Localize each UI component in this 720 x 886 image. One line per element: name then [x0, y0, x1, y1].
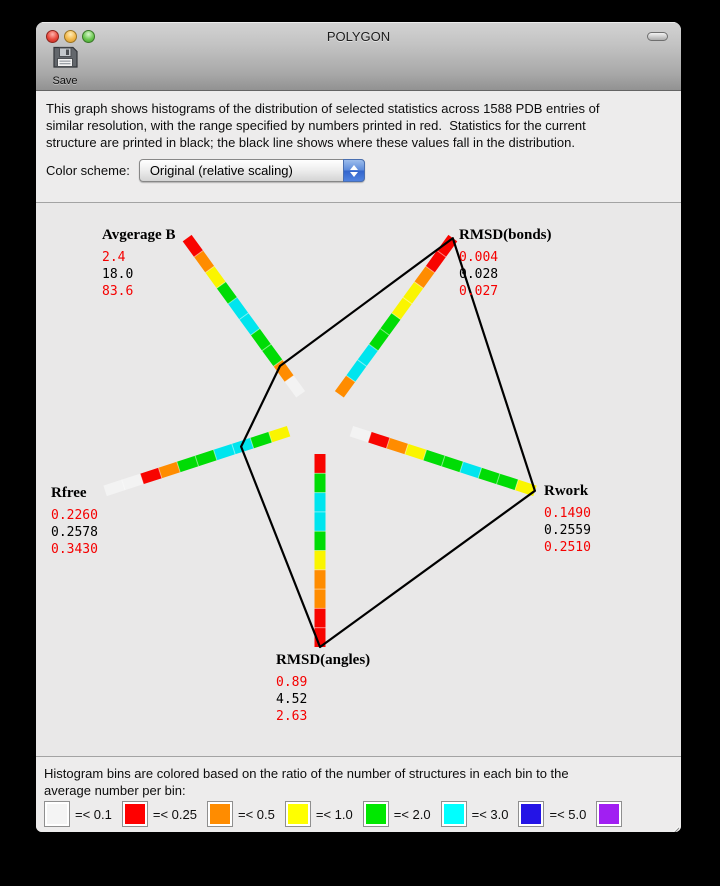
legend-bin-swatch: [285, 801, 311, 827]
axis-min-value: 0.1490: [544, 506, 591, 521]
axis-label-rfree: [51, 485, 98, 558]
up-down-arrows-icon: [343, 159, 365, 182]
legend-bin-swatch: [122, 801, 148, 827]
legend-bin-label: =< 3.0: [471, 806, 509, 822]
legend-panel: [36, 757, 681, 832]
legend-bin-label: =< 2.0: [393, 806, 431, 822]
axis-max-value: 83.6: [102, 284, 134, 299]
axis-label-rmsd-angles: [276, 652, 370, 725]
axis-min-value: 2.4: [102, 250, 126, 265]
axis-current-value: 4.52: [276, 692, 308, 707]
color-scheme-label: Color scheme:: [46, 163, 130, 178]
axis-max-value: 2.63: [276, 709, 308, 724]
axis-max-value: 0.027: [459, 284, 499, 299]
legend-bins-row: [44, 801, 627, 827]
description-line: This graph shows histograms of the distribution of selected statistics across 1588 PDB entries of: [46, 101, 600, 116]
plot-panel: [36, 203, 681, 757]
axis-label-average-b: [102, 227, 175, 300]
legend-bin-swatch: [441, 801, 467, 827]
legend-bin-label: =< 1.0: [315, 806, 353, 822]
color-scheme-value: Original (relative scaling): [149, 163, 293, 178]
color-scheme-row: [46, 159, 365, 182]
window-title: POLYGON: [326, 29, 391, 44]
title-bar[interactable]: [36, 22, 681, 91]
axis-current-value: 0.2559: [544, 523, 591, 538]
toolbar-toggle-button[interactable]: [647, 32, 668, 41]
legend-bin-swatch: [518, 801, 544, 827]
legend-bin-swatch: [596, 801, 622, 827]
axis-current-value: 0.2578: [51, 525, 98, 540]
legend-line: average number per bin:: [44, 783, 186, 798]
legend-bin-label: =< 0.1: [75, 806, 112, 822]
save-button[interactable]: [44, 46, 86, 87]
legend-bin-swatch: [363, 801, 389, 827]
save-button-label: Save: [52, 75, 78, 87]
description-line: structure are printed in black; the black line shows where these values fall in the distribution.: [46, 135, 575, 150]
axis-current-value: 18.0: [102, 267, 134, 282]
axis-min-value: 0.2260: [51, 508, 98, 523]
description-panel: [36, 91, 681, 203]
axis-title: Avgerage B: [102, 227, 176, 243]
resize-grip-icon[interactable]: [666, 826, 679, 832]
axis-title: RMSD(bonds): [459, 227, 552, 243]
axis-label-rwork: [544, 483, 591, 556]
legend-bin-label: =< 0.25: [152, 806, 197, 822]
color-scheme-select[interactable]: [139, 159, 365, 182]
legend-bin-swatch: [207, 801, 233, 827]
axis-title: RMSD(angles): [276, 652, 371, 668]
axis-current-value: 0.028: [459, 267, 499, 282]
legend-bin-swatch: [44, 801, 70, 827]
polygon-window: [36, 22, 681, 832]
axis-min-value: 0.89: [276, 675, 308, 690]
legend-line: Histogram bins are colored based on the ratio of the number of structures in each bin to the: [44, 766, 569, 781]
axis-title: Rfree: [51, 485, 87, 501]
description-line: similar resolution, with the range specified by numbers printed in red. Statistics for the current: [46, 118, 586, 133]
axis-max-value: 0.3430: [51, 542, 98, 557]
axis-min-value: 0.004: [459, 250, 499, 265]
floppy-disk-icon: [52, 56, 79, 73]
legend-bin-label: =< 0.5: [237, 806, 275, 822]
axis-label-rmsd-bonds: [459, 227, 552, 300]
axis-max-value: 0.2510: [544, 540, 591, 555]
axis-title: Rwork: [544, 483, 589, 499]
legend-bin-label: =< 5.0: [549, 806, 587, 822]
